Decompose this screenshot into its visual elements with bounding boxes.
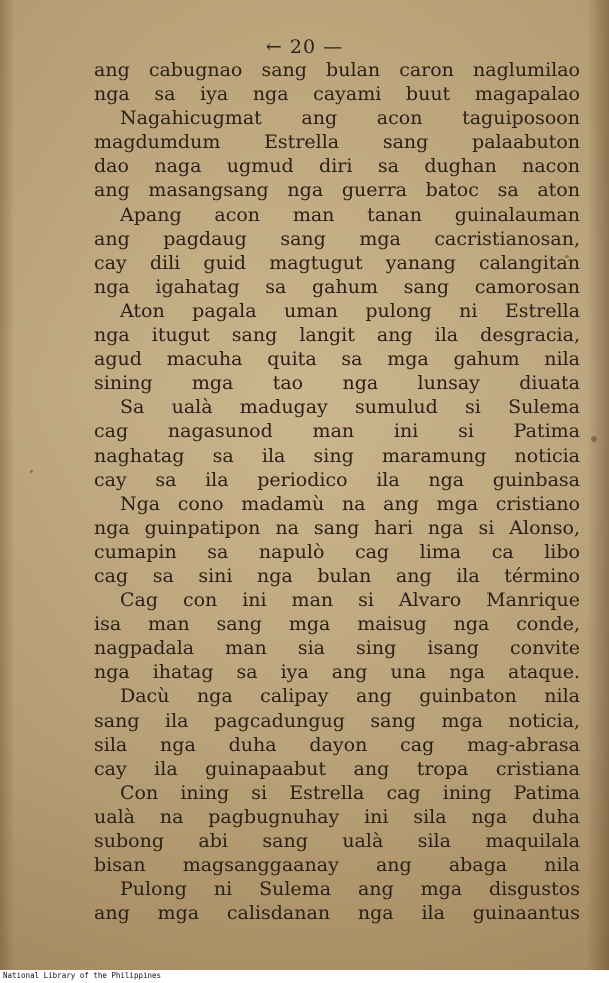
text-line: bisan magsanggaanay ang abaga nila <box>94 854 580 877</box>
text-line: sining mga tao nga lunsay diuata <box>94 372 580 395</box>
page-number: ← 20 — <box>265 36 344 58</box>
text-line: ang mga calisdanan nga ila guinaantus <box>94 902 580 925</box>
text-line: cay sa ila periodico ila nga guinbasa <box>94 468 580 491</box>
page-shadow-left <box>0 0 14 970</box>
text-line: sang ila pagcadungug sang mga noticia, <box>94 709 580 732</box>
stanza-first-line: Aton pagala uman pulong ni Estrella <box>120 299 580 322</box>
stanza-first-line: Nagahicugmat ang acon taguiposoon <box>120 107 580 130</box>
text-line: naghatag sa ila sing maramung noticia <box>94 444 580 467</box>
stanza-first-line: Dacù nga calipay ang guinbaton nila <box>120 685 580 708</box>
text-line: nga sa iya nga cayami buut magapalao <box>94 83 580 106</box>
text-line: isa man sang mga maisug nga conde, <box>94 613 580 636</box>
library-credit: National Library of the Philippines <box>3 971 162 980</box>
text-line: cay dili guid magtugut yanang calangitan <box>94 251 580 274</box>
stanza-first-line: Con ining si Estrella cag ining Patima <box>120 781 580 804</box>
text-line: agud macuha quita sa mga gahum nila <box>94 348 580 371</box>
text-line: ang pagdaug sang mga cacristianosan, <box>94 227 580 250</box>
stanza-first-line: Nga cono madamù na ang mga cristiano <box>120 492 580 515</box>
ink-spot <box>591 436 597 442</box>
page-shadow-right <box>587 0 609 970</box>
text-line: dao naga ugmud diri sa dughan nacon <box>94 155 580 178</box>
text-line: nga igahatag sa gahum sang camorosan <box>94 275 580 298</box>
stanza-first-line: Sa ualà madugay sumulud si Sulema <box>120 396 580 419</box>
text-line: cag nagasunod man ini si Patima <box>94 420 580 443</box>
text-line: ang cabugnao sang bulan caron naglumilao <box>94 59 580 81</box>
text-line: magdumdum Estrella sang palaabuton <box>94 131 580 154</box>
text-line: nagpadala man sia sing isang convite <box>94 637 580 660</box>
stanza-first-line: Apang acon man tanan guinalauman <box>120 203 580 226</box>
text-line: cag sa sini nga bulan ang ila término <box>94 564 580 587</box>
text-line: cay ila guinapaabut ang tropa cristiana <box>94 757 580 780</box>
poem-text-block <box>94 58 580 925</box>
text-line: ualà na pagbugnuhay ini sila nga duha <box>94 805 580 828</box>
stanza-first-line: Cag con ini man si Alvaro Manrique <box>120 589 580 612</box>
text-line: nga itugut sang langit ang ila desgracia, <box>94 324 580 347</box>
text-line: cumapin sa napulò cag lima ca libo <box>94 540 580 563</box>
stanza-first-line: Pulong ni Sulema ang mga disgustos <box>120 878 580 901</box>
text-line: subong abi sang ualà sila maquilala <box>94 830 580 852</box>
text-line: nga ihatag sa iya ang una nga ataque. <box>94 661 580 684</box>
text-line: sila nga duha dayon cag mag-abrasa <box>94 733 580 756</box>
text-line: ang masangsang nga guerra batoc sa aton <box>94 179 580 202</box>
text-line: nga guinpatipon na sang hari nga si Alonso, <box>94 516 580 539</box>
ink-spot <box>30 470 33 473</box>
